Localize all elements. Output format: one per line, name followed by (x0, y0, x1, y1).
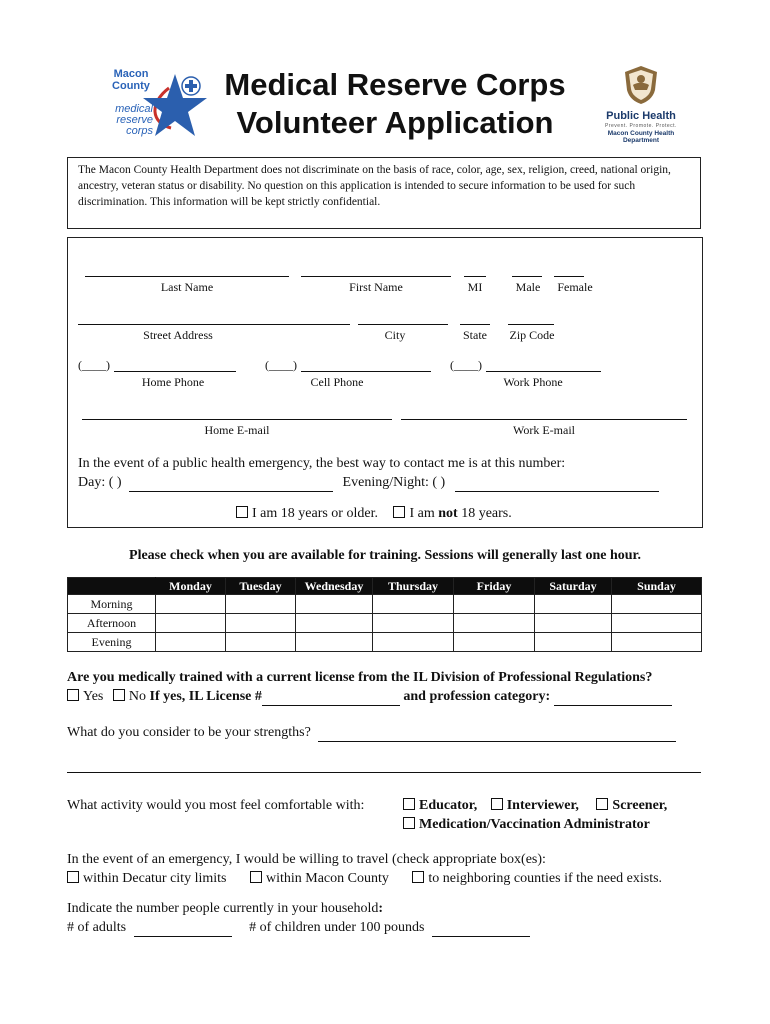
title-line-2: Volunteer Application (236, 105, 554, 140)
evening-number-line[interactable] (455, 491, 659, 492)
zip-label: Zip Code (509, 328, 555, 342)
public-health-tagline: Prevent. Promote. Protect. (605, 123, 677, 129)
profession-line[interactable] (554, 705, 672, 706)
emergency-contact-section (78, 454, 659, 492)
day-header-monday: Monday (156, 578, 226, 595)
strengths-question (67, 723, 707, 742)
slot-cell[interactable] (454, 595, 535, 614)
work-phone-area: (____) (450, 358, 482, 372)
table-row (68, 633, 702, 652)
day-header-wednesday: Wednesday (296, 578, 373, 595)
mi-label: MI (467, 280, 483, 294)
travel-question (67, 850, 707, 888)
travel-decatur-checkbox[interactable] (67, 871, 79, 883)
age-checkboxes (236, 506, 512, 522)
first-name-line[interactable] (301, 276, 451, 277)
emergency-intro: In the event of a public health emergency, the best way to contact me is at this number: (78, 456, 566, 471)
public-health-logo (596, 64, 686, 146)
license-no-checkbox[interactable] (113, 689, 125, 701)
slot-cell[interactable] (454, 633, 535, 652)
mi-line[interactable] (464, 276, 486, 277)
first-name-label: First Name (349, 280, 403, 294)
work-email-line[interactable] (401, 419, 687, 420)
license-yes-checkbox[interactable] (67, 689, 79, 701)
license-question (67, 668, 707, 706)
slot-cell[interactable] (296, 614, 373, 633)
state-line[interactable] (460, 324, 490, 325)
license-question-text: Are you medically trained with a current license from the IL Division of Professional Regulations? (67, 670, 653, 685)
period-morning: Morning (68, 595, 156, 614)
travel-question-text: In the event of an emergency, I would be willing to travel (check appropriate box(es): (67, 852, 546, 867)
slot-cell[interactable] (296, 595, 373, 614)
age-under-checkbox[interactable] (393, 506, 405, 518)
home-phone-label: Home Phone (141, 375, 205, 389)
work-phone-label: Work Phone (503, 375, 563, 389)
logo-mrc-text: medical reserve corps (115, 103, 153, 137)
educator-label: Educator, (419, 798, 478, 813)
slot-cell[interactable] (612, 614, 702, 633)
work-phone-line[interactable] (486, 371, 601, 372)
screener-checkbox[interactable] (596, 798, 608, 810)
female-line[interactable] (554, 276, 584, 277)
strengths-line-2[interactable] (67, 772, 701, 773)
slot-cell[interactable] (156, 614, 226, 633)
activity-options-row1 (403, 796, 667, 815)
home-phone-area: (____) (78, 358, 110, 372)
slot-cell[interactable] (226, 614, 296, 633)
travel-decatur-label: within Decatur city limits (83, 871, 227, 886)
home-email-line[interactable] (82, 419, 392, 420)
slot-cell[interactable] (535, 633, 612, 652)
slot-cell[interactable] (226, 633, 296, 652)
household-colon: : (378, 901, 384, 916)
age-over-checkbox[interactable] (236, 506, 248, 518)
household-question (67, 899, 707, 937)
slot-cell[interactable] (535, 595, 612, 614)
corner-cell (68, 578, 156, 595)
work-email-label: Work E-mail (512, 423, 575, 437)
day-header-saturday: Saturday (535, 578, 612, 595)
city-label: City (384, 328, 406, 342)
day-header-tuesday: Tuesday (226, 578, 296, 595)
license-number-line[interactable] (262, 705, 400, 706)
home-email-label: Home E-mail (204, 423, 270, 437)
last-name-line[interactable] (85, 276, 289, 277)
profession-label: and profession category: (403, 689, 551, 704)
cell-phone-line[interactable] (301, 371, 431, 372)
adults-label: # of adults (67, 920, 127, 935)
interviewer-checkbox[interactable] (491, 798, 503, 810)
slot-cell[interactable] (226, 595, 296, 614)
age-under-not: not (438, 506, 458, 521)
screener-label: Screener, (612, 798, 668, 813)
disclaimer-box: The Macon County Health Department does not discriminate on the basis of race, color, age, sex, religion, creed, national origin, ancestry, veteran status or disability. No question on this application is intended to secure information to be used for such discrimination. This information will be kept strictly confidential. (67, 157, 701, 229)
slot-cell[interactable] (535, 614, 612, 633)
medication-label: Medication/Vaccination Administrator (419, 817, 650, 832)
household-question-text: Indicate the number people currently in your household (67, 901, 379, 916)
interviewer-label: Interviewer, (506, 798, 579, 813)
slot-cell[interactable] (373, 633, 454, 652)
slot-cell[interactable] (612, 633, 702, 652)
city-line[interactable] (358, 324, 448, 325)
page-title (200, 66, 590, 142)
availability-heading: Please check when you are available for training. Sessions will generally last one hour. (129, 548, 641, 563)
evening-label: Evening/Night: ( ) (342, 475, 446, 490)
table-row (68, 614, 702, 633)
cell-phone-label: Cell Phone (310, 375, 364, 389)
mrc-logo (95, 66, 215, 146)
age-over-label: I am 18 years or older. (252, 506, 378, 521)
educator-checkbox[interactable] (403, 798, 415, 810)
day-label: Day: ( ) (78, 475, 122, 490)
availability-header-row (68, 578, 702, 595)
public-health-dept: Macon County Health Department (607, 130, 675, 144)
activity-question: What activity would you most feel comfortable with: (67, 798, 365, 813)
slot-cell[interactable] (373, 595, 454, 614)
slot-cell[interactable] (156, 633, 226, 652)
license-number-label: If yes, IL License # (149, 689, 262, 704)
home-phone-line[interactable] (114, 371, 236, 372)
travel-macon-checkbox[interactable] (250, 871, 262, 883)
children-line[interactable] (432, 936, 530, 937)
travel-neighboring-label: to neighboring counties if the need exists. (428, 871, 663, 886)
strengths-line[interactable] (318, 741, 676, 742)
activity-options-row2 (403, 815, 650, 834)
logo-macon-county-text: Macon County (112, 68, 150, 92)
male-label: Male (515, 280, 541, 294)
travel-neighboring-checkbox[interactable] (412, 871, 424, 883)
age-under-post: 18 years. (461, 506, 512, 521)
period-afternoon: Afternoon (68, 614, 156, 633)
street-line[interactable] (78, 324, 350, 325)
street-label: Street Address (143, 328, 213, 342)
male-line[interactable] (512, 276, 542, 277)
public-health-name: Public Health (606, 110, 676, 122)
zip-line[interactable] (508, 324, 554, 325)
last-name-label: Last Name (160, 280, 214, 294)
adults-line[interactable] (134, 936, 232, 937)
day-header-thursday: Thursday (373, 578, 454, 595)
slot-cell[interactable] (454, 614, 535, 633)
age-under-pre: I am (409, 506, 435, 521)
day-header-friday: Friday (454, 578, 535, 595)
travel-macon-label: within Macon County (265, 871, 389, 886)
title-line-1: Medical Reserve Corps (224, 67, 566, 102)
strengths-label: What do you consider to be your strengths? (67, 725, 311, 740)
shield-icon (623, 64, 659, 106)
day-number-line[interactable] (129, 491, 333, 492)
availability-table (67, 577, 702, 652)
slot-cell[interactable] (296, 633, 373, 652)
license-no-label: No (128, 689, 146, 704)
children-label: # of children under 100 pounds (249, 920, 425, 935)
slot-cell[interactable] (373, 614, 454, 633)
day-header-sunday: Sunday (612, 578, 702, 595)
table-row (68, 595, 702, 614)
state-label: State (463, 328, 487, 342)
license-yes-label: Yes (83, 689, 104, 704)
slot-cell[interactable] (612, 595, 702, 614)
cell-phone-area: (____) (265, 358, 297, 372)
female-label: Female (557, 280, 593, 294)
medication-checkbox[interactable] (403, 817, 415, 829)
slot-cell[interactable] (156, 595, 226, 614)
period-evening: Evening (68, 633, 156, 652)
